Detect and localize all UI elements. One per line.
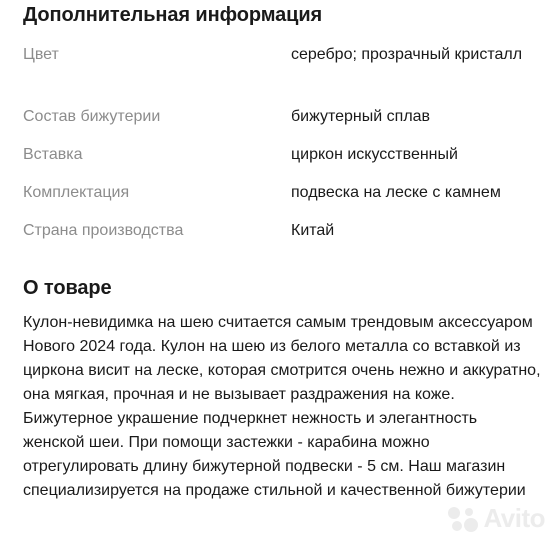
- param-key: Комплектация: [23, 184, 130, 201]
- param-value: бижутерный сплав: [291, 108, 431, 125]
- param-value: Китай: [291, 222, 335, 239]
- param-row-insert: [23, 143, 543, 181]
- param-row-package: [23, 181, 543, 219]
- param-key: Вставка: [23, 146, 83, 163]
- avito-watermark: [445, 503, 545, 534]
- watermark-text: Avito: [483, 503, 545, 533]
- param-value: циркон искусственный: [291, 146, 458, 163]
- about-product-title: О товаре: [23, 277, 112, 299]
- param-row-material: [23, 105, 543, 143]
- param-key: Состав бижутерии: [23, 108, 161, 125]
- param-value: подвеска на леске с камнем: [291, 184, 501, 201]
- product-description: Кулон-невидимка на шею считается самым трендовым аксессуаром Нового 2024 года. Кулон на шею из белого металла со вставкой из циркона висит на леске, которая смотрится очень нежно и аккуратно, она мягкая, прочная и не вызывает раздражения на коже. Бижутерное украшение подчеркнет нежность и элегантность женской шеи. При помощи застежки - карабина можно отрегулировать длину бижутерной подвески - 5 см. Наш магазин специализируется на продаже стильной и качественной бижутерии: [23, 314, 541, 499]
- param-row-country: [23, 219, 543, 257]
- additional-info-title: Дополнительная информация: [23, 4, 323, 26]
- param-key: Цвет: [23, 46, 59, 63]
- params-list: [23, 43, 543, 257]
- avito-logo-icon: [445, 504, 479, 534]
- param-value: серебро; прозрачный кристалл: [291, 46, 523, 63]
- param-key: Страна производства: [23, 222, 184, 239]
- param-row-color: [23, 43, 543, 105]
